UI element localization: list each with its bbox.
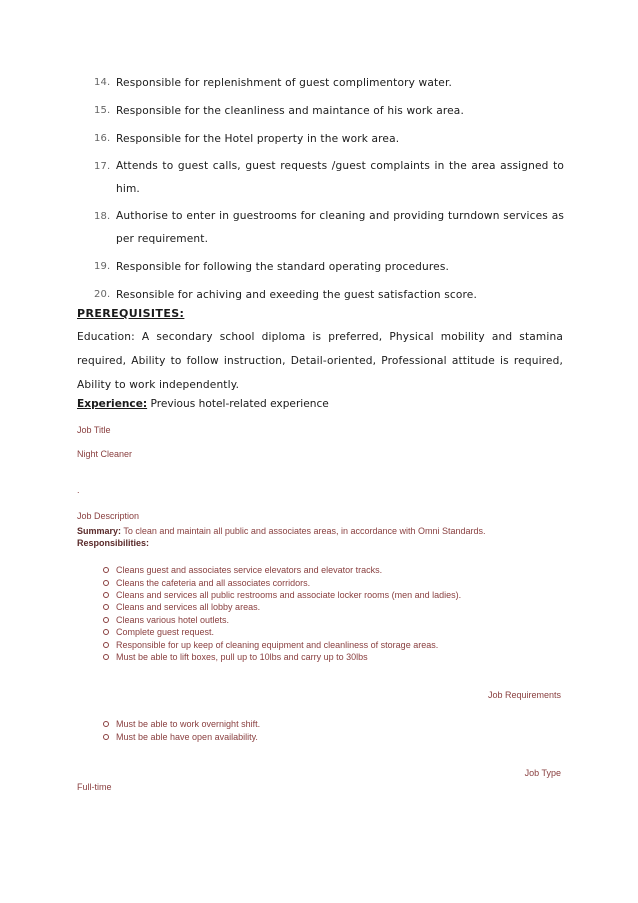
job-type-value: Full-time — [77, 782, 112, 792]
list-text: Authorise to enter in guestrooms for cleaning and providing turndown services as per requirement. — [116, 210, 564, 245]
numbered-responsibilities-list — [94, 76, 564, 316]
list-number: 14. — [94, 77, 111, 88]
list-item — [103, 651, 461, 663]
bullet-icon — [103, 629, 109, 635]
education-paragraph: Education: A secondary school diploma is preferred, Physical mobility and stamina required, Ability to follow instruction, Detail-oriented, Professional attitude is required, Ability to work independently. — [77, 331, 563, 391]
list-item — [103, 564, 461, 576]
list-item — [94, 104, 564, 118]
experience-text: Previous hotel-related experience — [147, 398, 329, 410]
bullet-text: Must be able to lift boxes, pull up to 10lbs and carry up to 30lbs — [116, 651, 368, 662]
bullet-text: Complete guest request. — [116, 627, 215, 638]
list-number: 17. — [94, 161, 111, 172]
list-text: Responsible for the cleanliness and maintance of his work area. — [116, 105, 464, 117]
list-text: Resonsible for achiving and exeeding the guest satisfaction score. — [116, 289, 477, 301]
requirements-list — [103, 718, 260, 743]
responsibilities-label: Responsibilities: — [77, 538, 150, 548]
job-requirements-label: Job Requirements — [487, 690, 561, 700]
list-item — [103, 601, 461, 613]
bullet-text: Responsible for up keep of cleaning equipment and cleanliness of storage areas. — [116, 639, 439, 650]
summary-text: To clean and maintain all public and associates areas, in accordance with Omni Standards. — [121, 526, 486, 536]
list-number: 20. — [94, 289, 111, 300]
list-text: Responsible for replenishment of guest complimentory water. — [116, 77, 452, 89]
bullet-text: Cleans the cafeteria and all associates corridors. — [116, 577, 311, 588]
separator-dot: . — [77, 485, 80, 495]
bullet-icon — [103, 567, 109, 573]
experience-line — [77, 398, 329, 410]
bullet-text: Cleans guest and associates service elevators and elevator tracks. — [116, 565, 383, 576]
bullet-icon — [103, 604, 109, 610]
list-item — [94, 205, 564, 251]
list-text: Responsible for the Hotel property in the work area. — [116, 133, 400, 145]
list-item — [103, 638, 461, 650]
list-number: 16. — [94, 133, 111, 144]
bullet-icon — [103, 592, 109, 598]
summary-label: Summary: — [77, 526, 122, 536]
list-item — [94, 76, 564, 90]
list-text: Responsible for following the standard operating procedures. — [116, 261, 450, 273]
bullet-text: Cleans and services all public restrooms and associate locker rooms (men and ladies). — [116, 589, 462, 600]
summary-line — [77, 526, 486, 536]
list-text: Attends to guest calls, guest requests /guest complaints in the area assigned to him. — [116, 160, 564, 195]
list-item — [94, 155, 564, 201]
bullet-icon — [103, 580, 109, 586]
list-number: 15. — [94, 105, 111, 116]
bullet-text: Must be able to work overnight shift. — [116, 719, 261, 730]
bullet-icon — [103, 734, 109, 740]
list-item — [103, 589, 461, 601]
bullet-text: Cleans various hotel outlets. — [116, 614, 230, 625]
job-description-label: Job Description — [77, 511, 140, 521]
responsibilities-list — [103, 564, 461, 663]
prerequisites-heading: PREREQUISITES: — [77, 307, 185, 320]
bullet-icon — [103, 617, 109, 623]
bullet-icon — [103, 642, 109, 648]
list-number: 18. — [94, 211, 111, 222]
bullet-text: Must be able have open availability. — [116, 731, 258, 742]
list-item — [103, 718, 260, 730]
list-item — [103, 626, 461, 638]
list-item — [94, 288, 564, 302]
experience-label: Experience: — [77, 398, 148, 410]
job-title-label: Job Title — [77, 425, 111, 435]
list-item — [94, 260, 564, 274]
job-type-label: Job Type — [524, 768, 561, 778]
bullet-icon — [103, 721, 109, 727]
list-item — [103, 576, 461, 588]
list-item — [103, 730, 260, 742]
list-number: 19. — [94, 261, 111, 272]
bullet-text: Cleans and services all lobby areas. — [116, 602, 261, 613]
list-item — [94, 132, 564, 146]
list-item — [103, 614, 461, 626]
bullet-icon — [103, 654, 109, 660]
job-title-value: Night Cleaner — [77, 449, 133, 459]
